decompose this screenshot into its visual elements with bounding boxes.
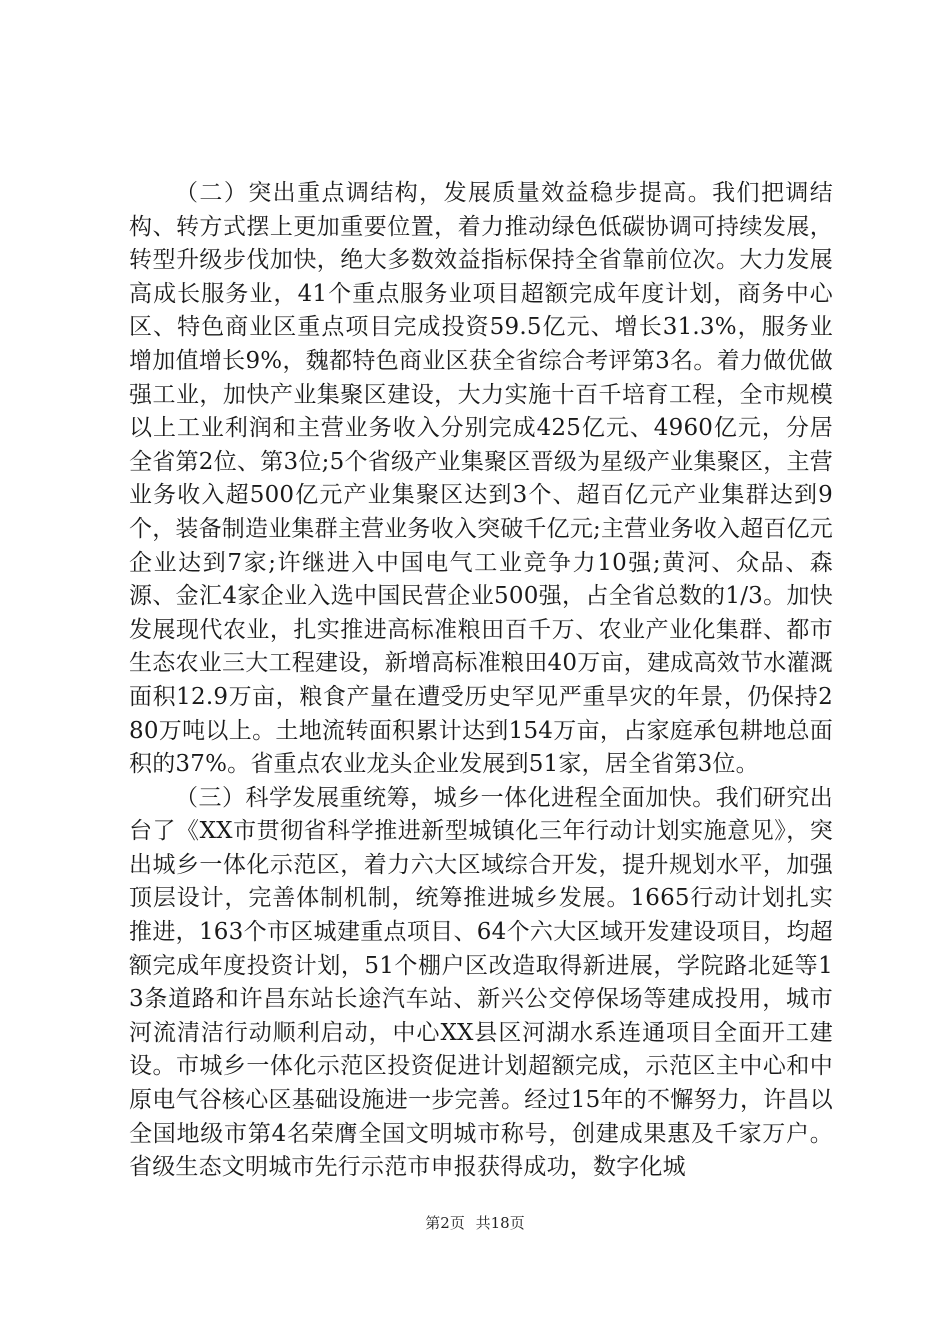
paragraph-section-two: （二）突出重点调结构，发展质量效益稳步提高。我们把调结构、转方式摆上更加重要位置，着力推动绿色低碳协调可持续发展，转型升级步伐加快，绝大多数效益指标保持全省靠前位次。大力发展高成长服务业，41个重点服务业项目超额完成年度计划，商务中心区、特色商业区重点项目完成投资59.5亿元、增长31.3%，服务业增加值增长9%，魏都特色商业区获全省综合考评第3名。着力做优做强工业，加快产业集聚区建设，大力实施十百千培育工程，全市规模以上工业利润和主营业务收入分别完成425亿元、4960亿元，分居全省第2位、第3位;5个省级产业集聚区晋级为星级产业集聚区，主营业务收入超500亿元产业集聚区达到3个、超百亿元产业集群达到9个，装备制造业集群主营业务收入突破千亿元;主营业务收入超百亿元企业达到7家;许继进入中国电气工业竞争力10强;黄河、众品、森源、金汇4家企业入选中国民营企业500强，占全省总数的1/3。加快发展现代农业，扎实推进高标准粮田百千万、农业产业化集群、都市生态农业三大工程建设，新增高标准粮田40万亩，建成高效节水灌溉面积12.9万亩，粮食产量在遭受历史罕见严重旱灾的年景，仍保持280万吨以上。土地流转面积累计达到154万亩，占家庭承包耕地总面积的37%。省重点农业龙头企业发展到51家，居全省第3位。	[129, 180, 833, 778]
paragraph-section-three: （三）科学发展重统筹，城乡一体化进程全面加快。我们研究出台了《XX市贯彻省科学推进新型城镇化三年行动计划实施意见》，突出城乡一体化示范区，着力六大区域综合开发，提升规划水平，加强顶层设计，完善体制机制，统筹推进城乡发展。1665行动计划扎实推进，163个市区城建重点项目、64个六大区域开发建设项目，均超额完成年度投资计划，51个棚户区改造取得新进展，学院路北延等13条道路和许昌东站长途汽车站、新兴公交停保场等建成投用，城市河流清洁行动顺利启动，中心XX县区河湖水系连通项目全面开工建设。市城乡一体化示范区投资促进计划超额完成，示范区主中心和中原电气谷核心区基础设施进一步完善。经过15年的不懈努力，许昌以全国地级市第4名荣膺全国文明城市称号，创建成果惠及千家万户。省级生态文明城市先行示范市申报获得成功，数字化城	[129, 784, 833, 1181]
page-total: 共18页	[475, 1214, 525, 1232]
page-footer	[0, 1213, 950, 1233]
page-number: 第2页	[425, 1214, 465, 1232]
document-body	[129, 177, 833, 1185]
